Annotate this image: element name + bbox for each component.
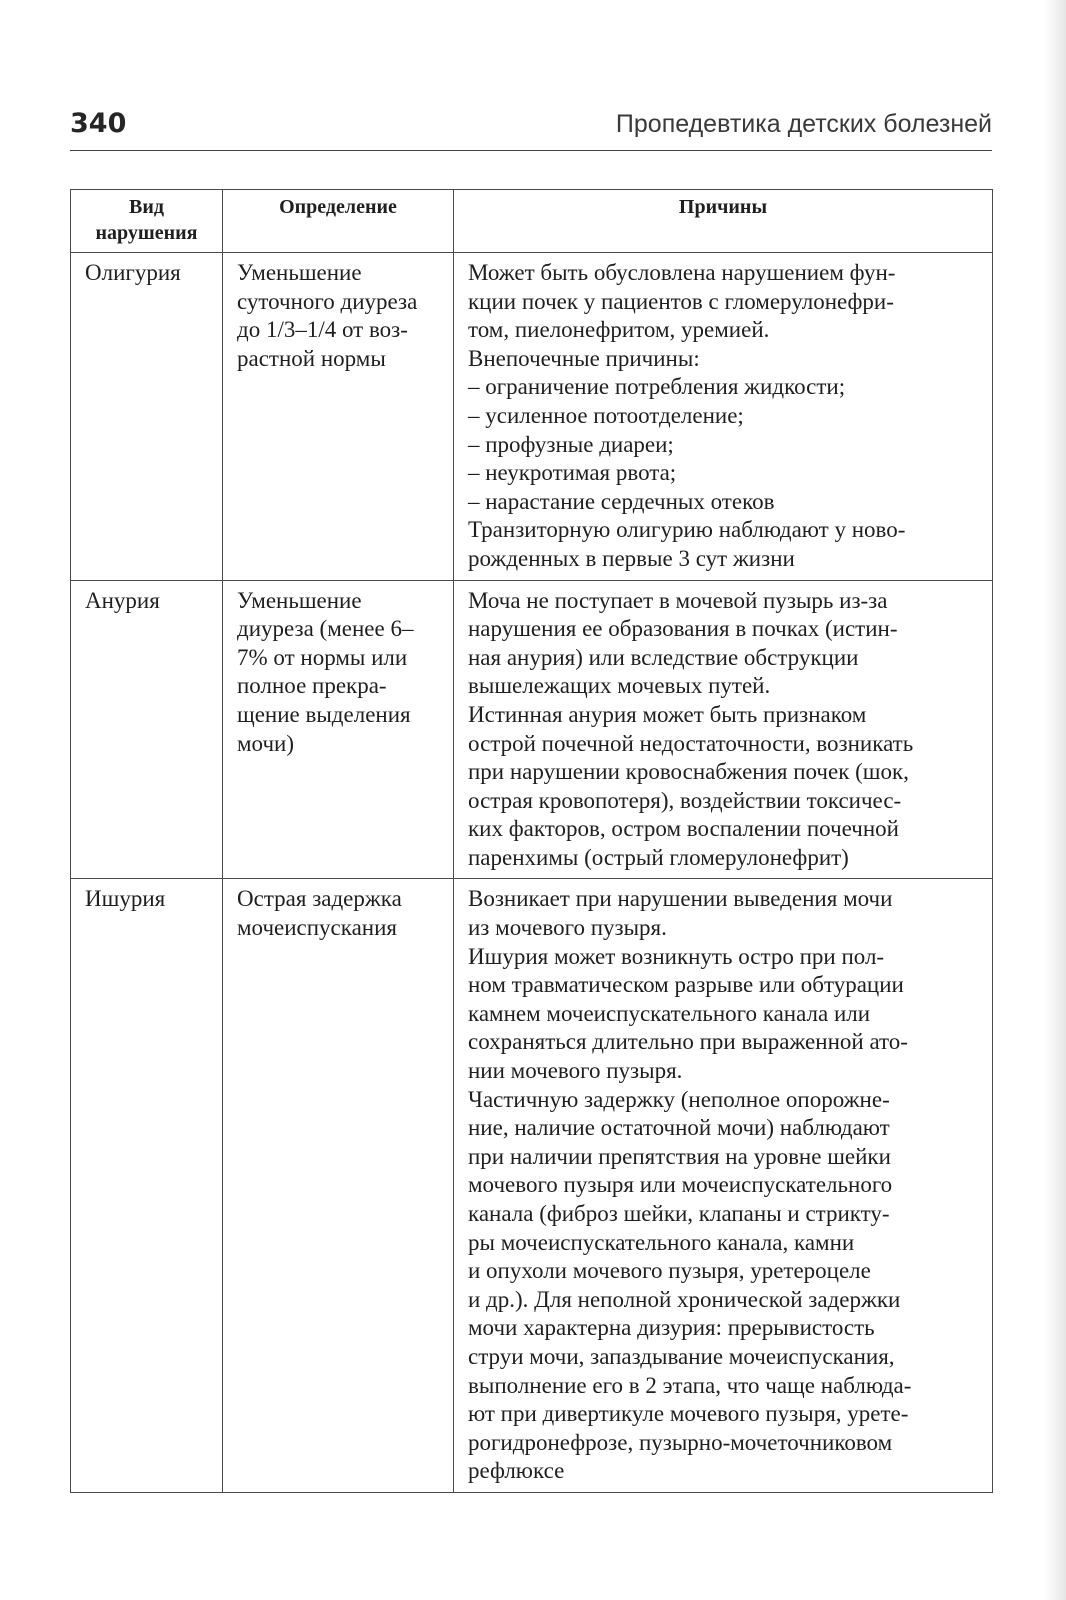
causes-line: острой почечной недостаточности, возникать bbox=[468, 730, 914, 756]
causes-line: и опухоли мочевого пузыря, уретероцеле bbox=[468, 1258, 871, 1284]
causes-line: – ограничение потребления жидкости; bbox=[468, 374, 846, 400]
causes-line: кции почек у пациентов с гломерулонефри- bbox=[468, 288, 894, 314]
cell-disorder-type bbox=[71, 580, 223, 879]
causes-line: Ишурия может возникнуть остро при пол- bbox=[468, 943, 885, 969]
causes-line: Моча не поступает в мочевой пузырь из-за bbox=[468, 587, 888, 613]
causes-line: канала (фиброз шейки, клапаны и стрикту- bbox=[468, 1201, 890, 1226]
causes-line: струи мочи, запаздывание мочеиспускания, bbox=[468, 1343, 895, 1369]
causes-line: – профузные диареи; bbox=[468, 431, 674, 457]
cell-definition bbox=[223, 879, 454, 1492]
causes-line: нии мочевого пузыря. bbox=[468, 1058, 683, 1084]
cell-definition bbox=[223, 253, 454, 581]
causes-line: – нарастание сердечных отеков bbox=[468, 488, 775, 514]
definition-line: полное прекра- bbox=[237, 673, 387, 699]
causes-line: ких факторов, остром воспалении почечной bbox=[468, 816, 899, 842]
causes-line: нарушения ее образования в почках (истин- bbox=[468, 616, 898, 642]
causes-line: ная анурия) или вследствие обструкции bbox=[468, 644, 859, 670]
causes-line: Транзиторную олигурию наблюдают у ново- bbox=[468, 517, 906, 543]
causes-line: при нарушении кровоснабжения почек (шок, bbox=[468, 759, 909, 785]
definition-line: суточного диуреза bbox=[237, 288, 418, 314]
causes-line: рефлюксе bbox=[468, 1458, 565, 1484]
book-title: Пропедевтика детских болезней bbox=[615, 110, 992, 138]
causes-line: рогидронефрозе, пузырно-мочеточниковом bbox=[468, 1429, 893, 1455]
causes-line: острая кровопотеря), воздействии токсичес- bbox=[468, 787, 902, 813]
causes-line: сохраняться длительно при выраженной ато- bbox=[468, 1029, 908, 1055]
definition-line: мочеиспускания bbox=[237, 915, 398, 941]
causes-line: – неукротимая рвота; bbox=[468, 460, 677, 486]
cell-disorder-type bbox=[71, 879, 223, 1492]
definition-line: диуреза (менее 6– bbox=[237, 616, 414, 642]
cell-definition bbox=[223, 580, 454, 879]
causes-line: Может быть обусловлена нарушением фун- bbox=[468, 260, 896, 285]
causes-line: Частичную задержку (неполное опорожне- bbox=[468, 1086, 890, 1112]
causes-line: мочевого пузыря или мочеиспускательного bbox=[468, 1172, 893, 1198]
causes-line: ры мочеиспускательного канала, камни bbox=[468, 1229, 855, 1255]
running-head bbox=[70, 108, 992, 151]
definition-line: до 1/3–1/4 от воз- bbox=[237, 317, 408, 343]
causes-line: из мочевого пузыря. bbox=[468, 915, 667, 941]
cell-causes bbox=[454, 253, 993, 581]
causes-line: Возникает при нарушении выведения мочи bbox=[468, 886, 893, 912]
column-header-type bbox=[71, 190, 223, 253]
cell-disorder-type bbox=[71, 253, 223, 581]
definition-line: 7% от нормы или bbox=[237, 644, 408, 670]
causes-line: ние, наличие остаточной мочи) наблюдают bbox=[468, 1115, 890, 1141]
causes-line: том, пиелонефритом, уремией. bbox=[468, 317, 770, 343]
causes-line: паренхимы (острый гломерулонефрит) bbox=[468, 844, 849, 870]
definition-line: Уменьшение bbox=[237, 587, 362, 613]
disorder-type: Анурия bbox=[85, 587, 160, 613]
causes-line: ном травматическом разрыве или обтурации bbox=[468, 972, 904, 998]
disorder-type: Ишурия bbox=[85, 886, 166, 912]
definition-line: Уменьшение bbox=[237, 260, 362, 285]
causes-line: – усиленное потоотделение; bbox=[468, 402, 744, 428]
causes-line: выполнение его в 2 этапа, что чаще наблюда- bbox=[468, 1372, 912, 1398]
causes-line: ют при дивертикуле мочевого пузыря, урете- bbox=[468, 1401, 909, 1427]
table-row bbox=[71, 580, 993, 879]
definition-line: мочи) bbox=[237, 730, 294, 756]
causes-line: Истинная анурия может быть признаком bbox=[468, 701, 867, 727]
table-body bbox=[71, 253, 993, 1493]
column-header-causes bbox=[454, 190, 993, 253]
definition-line: Острая задержка bbox=[237, 886, 402, 912]
cell-causes bbox=[454, 580, 993, 879]
causes-line: вышележащих мочевых путей. bbox=[468, 673, 771, 699]
disorder-type: Олигурия bbox=[85, 260, 181, 285]
causes-line: Внепочечные причины: bbox=[468, 345, 700, 371]
header-line: нарушения bbox=[95, 222, 198, 244]
definition-line: растной нормы bbox=[237, 345, 386, 371]
column-header-definition bbox=[223, 190, 454, 253]
causes-line: камнем мочеиспускательного канала или bbox=[468, 1000, 871, 1026]
table-header-row bbox=[71, 190, 993, 253]
definition-line: щение выделения bbox=[237, 701, 411, 727]
page-number: 340 bbox=[70, 108, 127, 139]
page-edge-shadow bbox=[1044, 0, 1066, 1600]
table-row bbox=[71, 879, 993, 1492]
table-row bbox=[71, 253, 993, 581]
causes-line: мочи характерна дизурия: прерывистость bbox=[468, 1315, 875, 1341]
header-line: Вид bbox=[129, 196, 164, 218]
header-line: Определение bbox=[279, 196, 397, 218]
urination-disorders-table bbox=[70, 189, 993, 1493]
causes-line: и др.). Для неполной хронической задержки bbox=[468, 1286, 901, 1312]
causes-line: рожденных в первые 3 сут жизни bbox=[468, 545, 795, 571]
header-line: Причины bbox=[678, 196, 768, 218]
cell-causes bbox=[454, 879, 993, 1492]
causes-line: при наличии препятствия на уровне шейки bbox=[468, 1143, 891, 1169]
